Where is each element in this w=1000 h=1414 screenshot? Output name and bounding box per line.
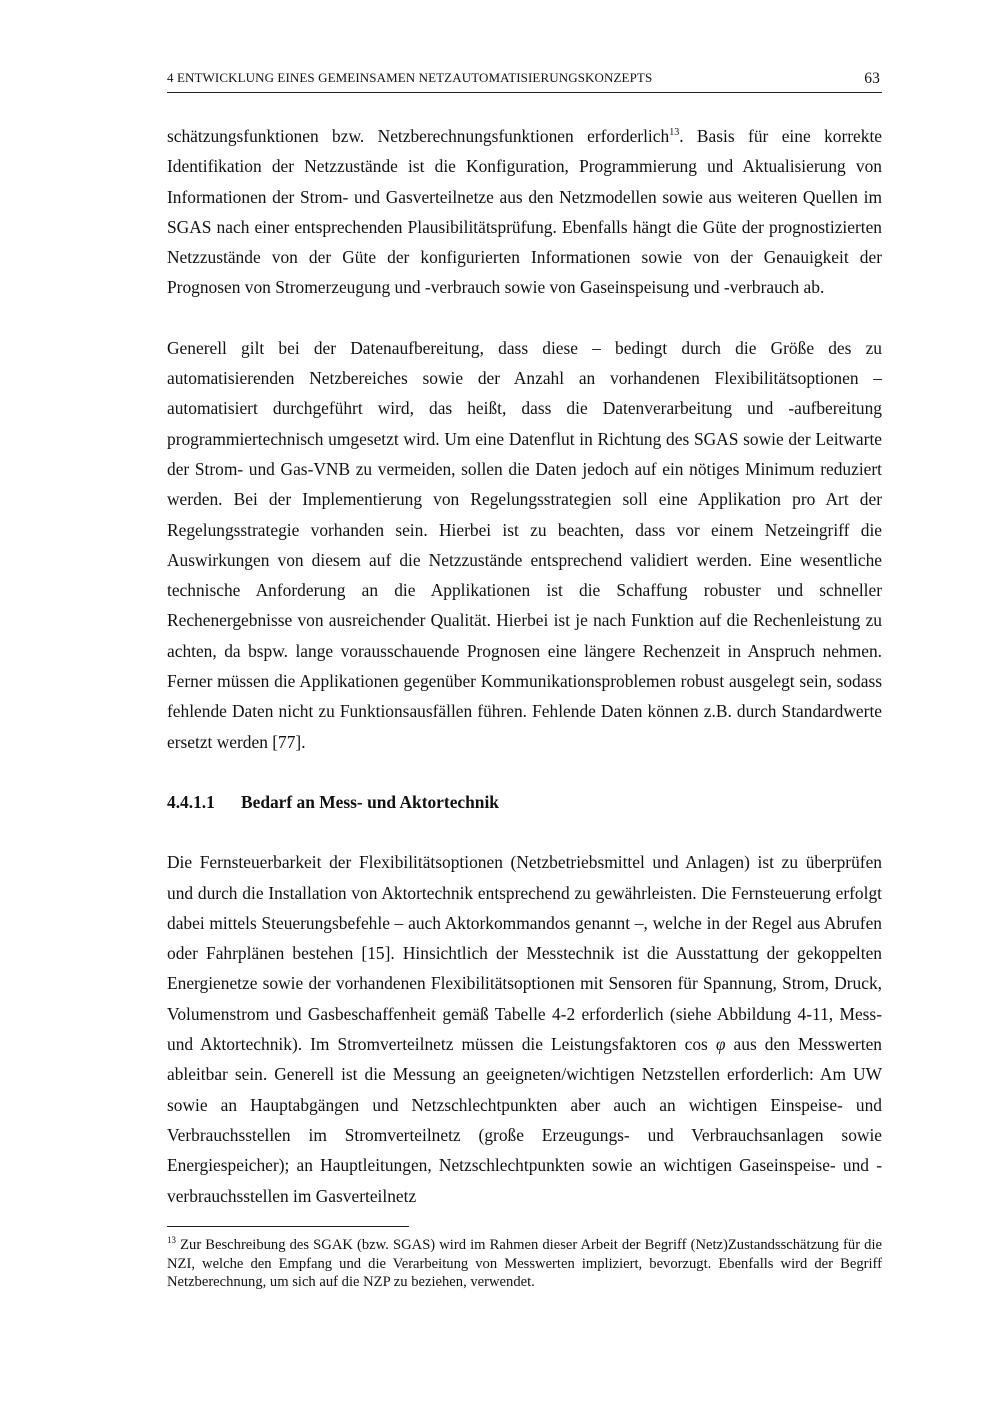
running-header (167, 70, 882, 86)
paragraph-3 (167, 847, 882, 1211)
formula-phi: φ (715, 1034, 726, 1055)
footnote-text: Zur Beschreibung des SGAK (bzw. SGAS) wird im Rahmen dieser Arbeit der Begriff (Netz)Zustandsschätzung für die NZI, welche den Empfang und die Verarbeitung von Messwerten impliziert, bevorzugt. Ebenfalls wird der Begriff Netzberechnung, um sich auf die NZP zu beziehen, verwendet. (167, 1237, 882, 1290)
paragraph-1 (167, 121, 882, 303)
paragraph-2: Generell gilt bei der Datenaufbereitung, dass diese – bedingt durch die Größe des zu automatisierenden Netzbereiches sowie der Anzahl an vorhandenen Flexibilitätsoptionen – automatisiert durchgeführt wird, das heißt, dass die Datenverarbeitung und -aufbereitung programmiertechnisch umgesetzt wird. Um eine Datenflut in Richtung des SGAS sowie der Leitwarte der Strom- und Gas-VNB zu vermeiden, sollen die Daten jedoch auf ein nötiges Minimum reduziert werden. Bei der Implementierung von Regelungsstrategien soll eine Applikation pro Art der Regelungsstrategie vorhanden sein. Hierbei ist zu beachten, dass vor einem Netzeingriff die Auswirkungen von diesem auf die Netzzustände entsprechend validiert werden. Eine wesentliche technische Anforderung an die Applikationen ist die Schaffung robuster und schneller Rechenergebnisse von ausreichender Qualität. Hierbei ist je nach Funktion auf die Rechenleistung zu achten, da bspw. lange vorausschauende Prognosen eine längere Rechenzeit in Anspruch nehmen. Ferner müssen die Applikationen gegenüber Kommunikationsproblemen robust ausgelegt sein, sodass fehlende Daten nicht zu Funktionsausfällen führen. Fehlende Daten können z.B. durch Standardwerte ersetzt werden [77]. (167, 337, 882, 752)
footnote-marker: 13 (167, 1235, 176, 1246)
paragraph-1-text-a: schätzungsfunktionen bzw. Netzberechnungsfunktionen erforderlich (167, 126, 670, 146)
footnote (167, 1236, 882, 1292)
paragraph-3-text-a: Die Fernsteuerbarkeit der Flexibilitätsoptionen (Netzbetriebsmittel und Anlagen) ist zu überprüfen und durch die Installation von Aktortechnik entsprechend zu gewährleisten. Die Fernsteuerung erfolgt dabei mittels Steuerungsbefehle – auch Aktorkommandos genannt –, welche in der Regel aus Abrufen oder Fahrplänen bestehen [15]. Hinsichtlich der Messtechnik ist die Ausstattung der gekoppelten Energienetze sowie der vorhandenen Flexibilitätsoptionen mit Sensoren für Spannung, Strom, Druck, Volumenstrom und Gasbeschaffenheit gemäß Tabelle 4-2 erforderlich (siehe Abbildung 4-11, Mess- und Aktortechnik). Im Stromverteilnetz müssen die Leistungsfaktoren (167, 852, 882, 1055)
section-number: 4.4.1.1 (167, 791, 215, 812)
body-text (167, 121, 882, 1211)
page-number: 63 (864, 70, 880, 87)
paragraph-3-text-b: aus den Messwerten ableitbar sein. Generell ist die Messung an geeigneten/wichtigen Netzstellen erforderlich: Am UW sowie an Hauptabgängen und Netzschlechtpunkten aber auch an wichtigen Einspeise- und Verbrauchsstellen im Stromverteilnetz (große Erzeugungs- und Verbrauchsanlagen sowie Energiespeicher); an Hauptleitungen, Netzschlechtpunkten sowie an wichtigen Gaseinspeise- und -verbrauchsstellen im Gasverteilnetz (167, 1034, 882, 1206)
chapter-title: 4 ENTWICKLUNG EINES GEMEINSAMEN NETZAUTOMATISIERUNGSKONZEPTS (167, 70, 653, 85)
footnote-rule (167, 1226, 409, 1227)
header-rule (167, 92, 882, 93)
formula-space (708, 1034, 716, 1054)
paragraph-1-text-b: . Basis für eine korrekte Identifikation der Netzzustände ist die Konfiguration, Programmierung und Aktualisierung von Informationen der Strom- und Gasverteilnetze aus den Netzmodellen sowie aus weiteren Quellen im SGAS nach einer entsprechenden Plausibilitätsprüfung. Ebenfalls hängt die Güte der prognostizierten Netzzustände von der Güte der konfigurierten Informationen sowie von der Genauigkeit der Prognosen von Stromerzeugung und -verbrauch sowie von Gaseinspeisung und -verbrauch ab. (167, 126, 883, 298)
section-title: Bedarf an Mess- und Aktortechnik (241, 791, 499, 812)
footnote-reference[interactable]: 13 (669, 127, 680, 139)
formula-cos: cos (684, 1034, 708, 1055)
section-heading (167, 787, 882, 817)
